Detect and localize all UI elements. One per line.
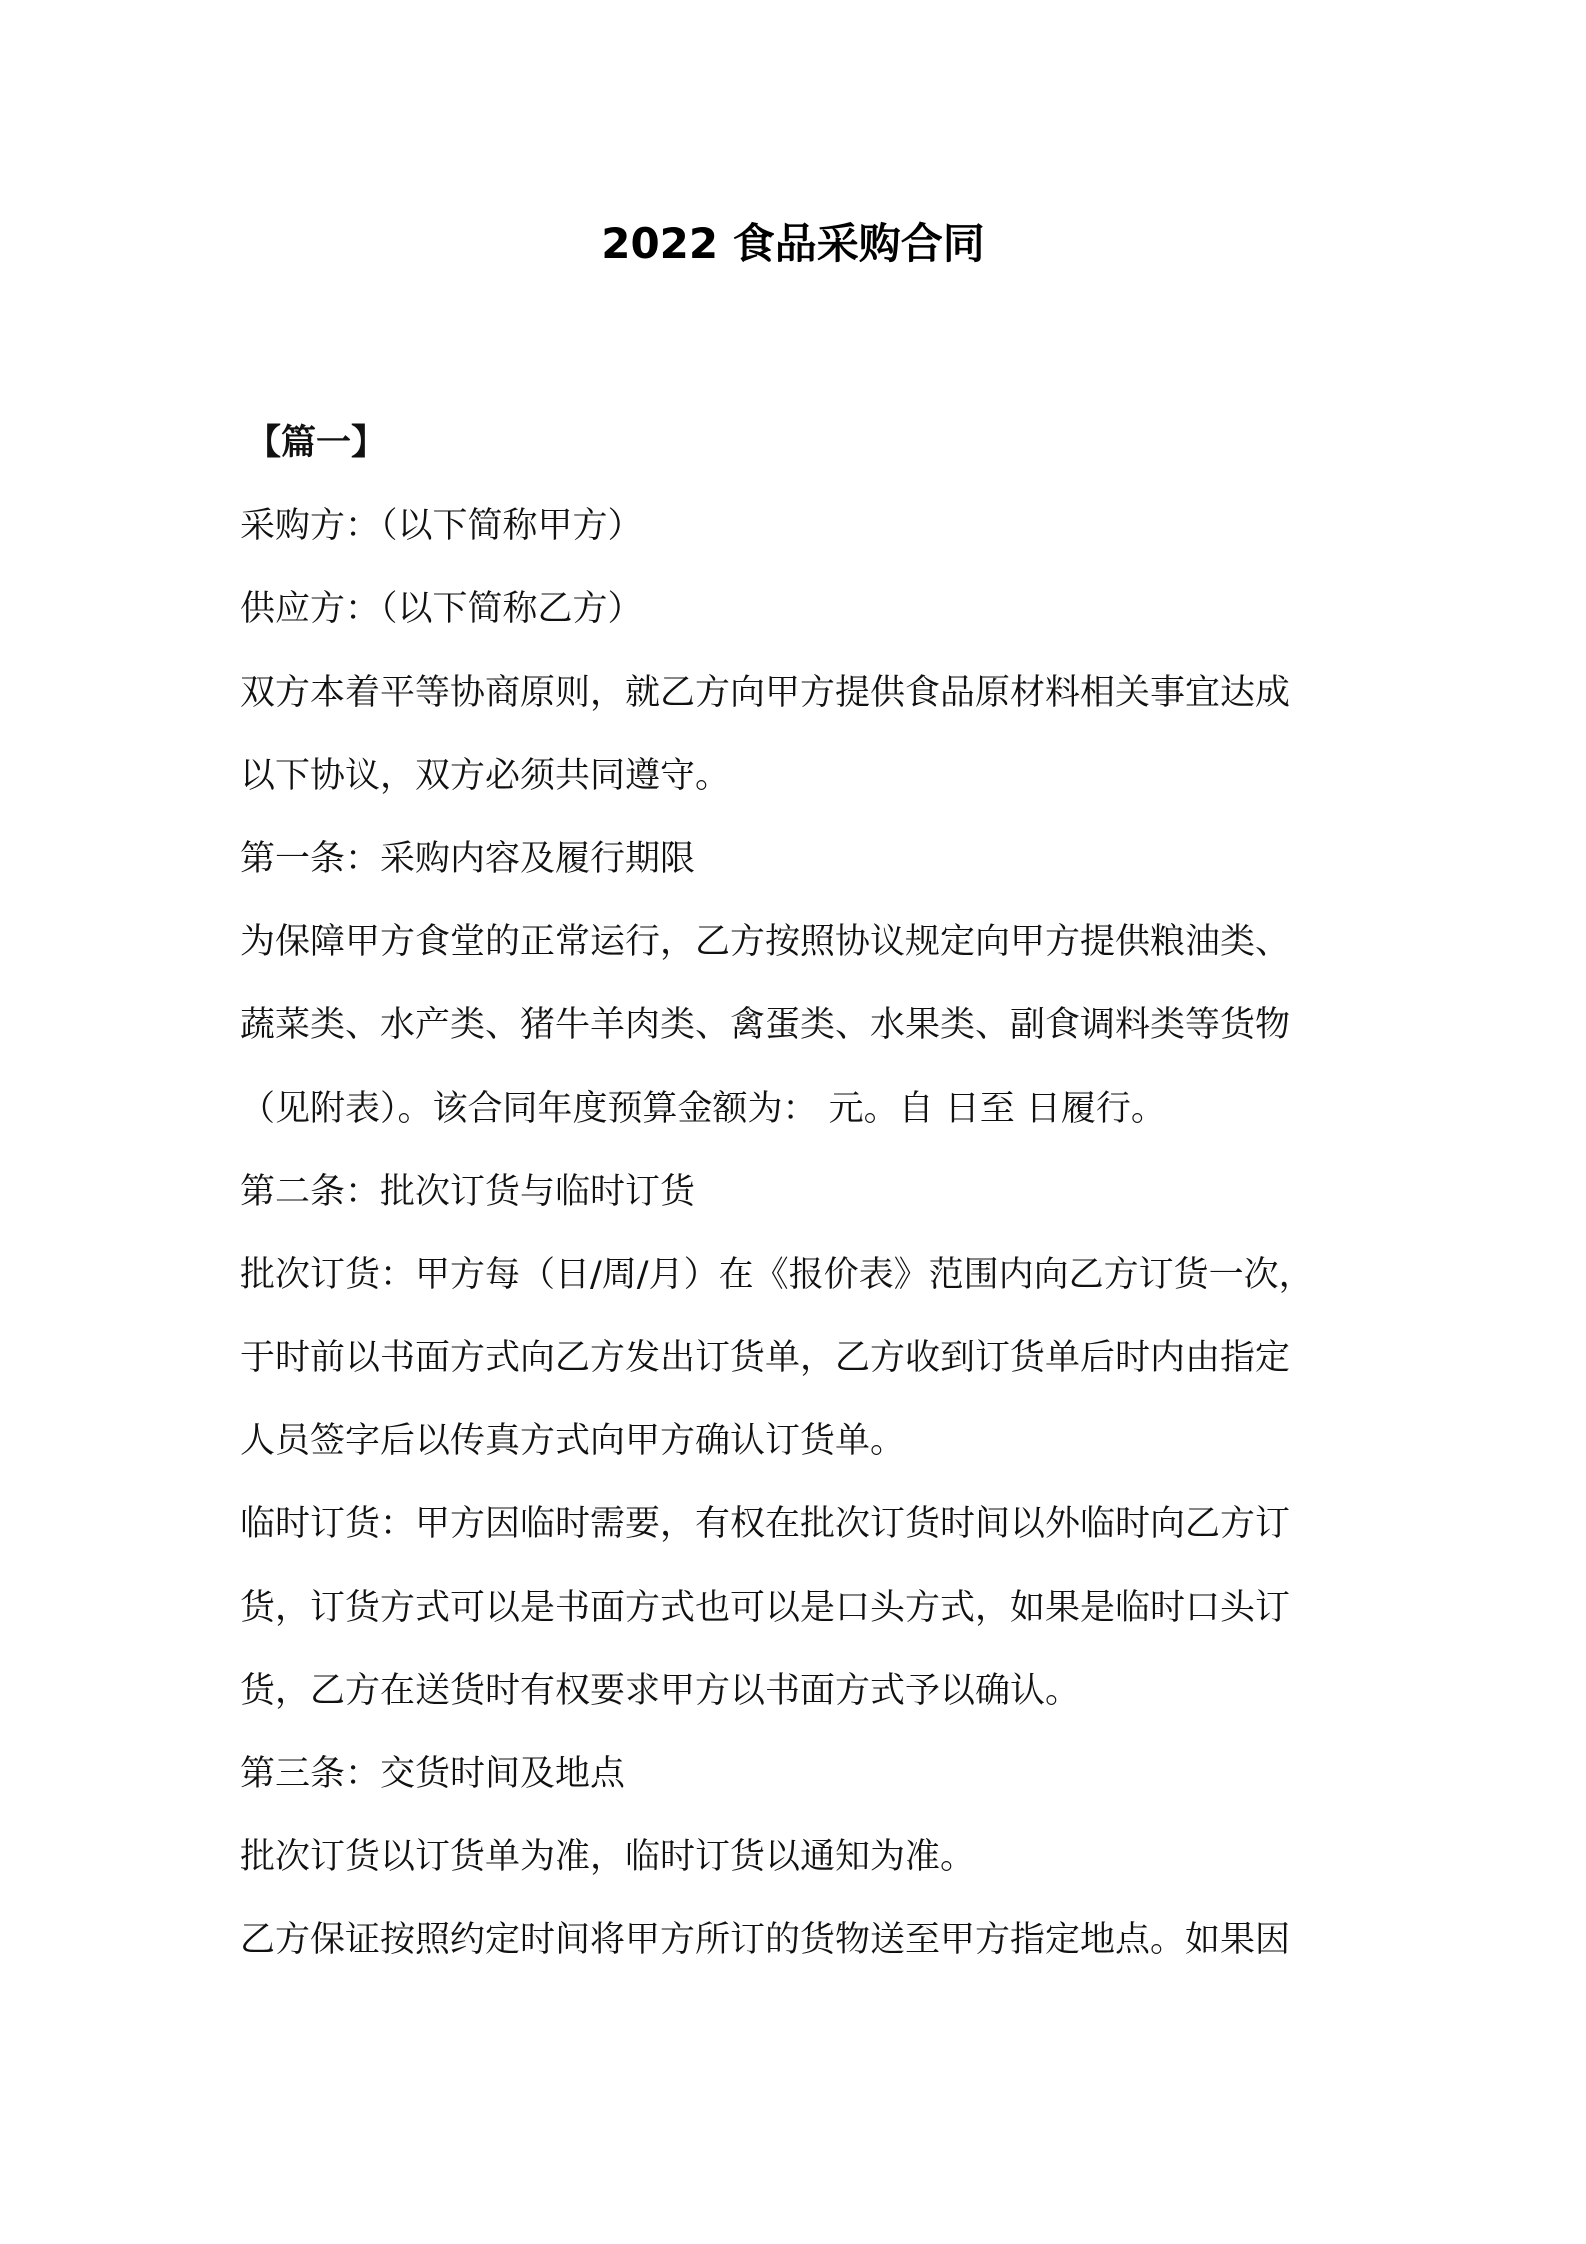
paragraph-line: 货，乙方在送货时有权要求甲方以书面方式予以确认。 <box>240 1670 1081 1711</box>
paragraph-line: 临时订货：甲方因临时需要，有权在批次订货时间以外临时向乙方订 <box>240 1504 1291 1545</box>
paragraph-line: 乙方保证按照约定时间将甲方所订的货物送至甲方指定地点。如果因 <box>240 1920 1291 1961</box>
paragraph-line: 蔬菜类、水产类、猪牛羊肉类、禽蛋类、水果类、副食调料类等货物 <box>240 1005 1291 1046</box>
section-heading-part-one: 【篇一】 <box>246 423 387 463</box>
article-heading-1: 第一条：采购内容及履行期限 <box>240 838 696 879</box>
document-body <box>240 402 1360 1983</box>
paragraph-line: 为保障甲方食堂的正常运行，乙方按照协议规定向甲方提供粮油类、 <box>240 922 1291 963</box>
paragraph-line: 人员签字后以传真方式向甲方确认订货单。 <box>240 1421 906 1462</box>
paragraph-line: 于时前以书面方式向乙方发出订货单，乙方收到订货单后时内由指定 <box>240 1338 1291 1379</box>
paragraph-line: 货，订货方式可以是书面方式也可以是口头方式，如果是临时口头订 <box>240 1587 1291 1628</box>
article-heading-2: 第二条：批次订货与临时订货 <box>240 1171 696 1212</box>
supplier-line: 供应方：（以下简称乙方） <box>240 589 643 630</box>
document-title: 2022 食品采购合同 <box>601 219 985 268</box>
paragraph-line: 批次订货：甲方每（日/周/月）在《报价表》范围内向乙方订货一次， <box>240 1254 1314 1295</box>
paragraph-line: 批次订货以订货单为准，临时订货以通知为准。 <box>240 1837 976 1878</box>
article-heading-3: 第三条：交货时间及地点 <box>240 1754 626 1794</box>
paragraph-line: 双方本着平等协商原则，就乙方向甲方提供食品原材料相关事宜达成 <box>240 672 1291 713</box>
purchaser-line: 采购方：（以下简称甲方） <box>240 506 643 547</box>
paragraph-line: （见附表）。该合同年度预算金额为： 元。自 日至 日履行。 <box>240 1088 1166 1129</box>
paragraph-line: 以下协议，双方必须共同遵守。 <box>240 755 731 796</box>
